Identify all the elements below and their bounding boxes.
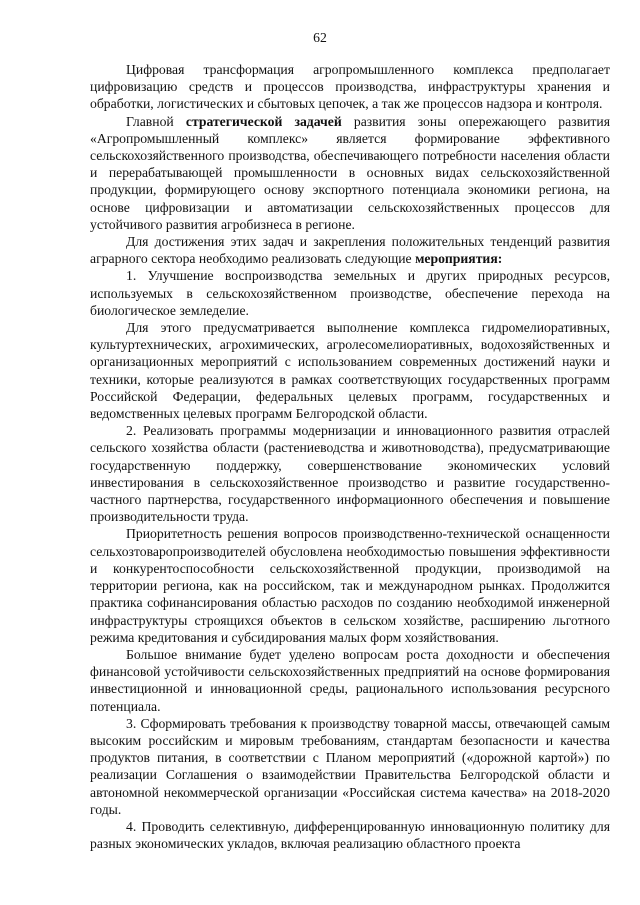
paragraph-financial-stability: Большое внимание будет уделено вопросам роста доходности и обеспечения финансовой устойчивости сельскохозяйственных предприятий на основе формирования инвестиционной и инновационной среды, рационального использования ресурсного потенциала.: [90, 646, 610, 714]
paragraph-item-1-details: Для этого предусматривается выполнение комплекса гидромелиоративных, культуртехнических, агрохимических, агролесомелиоративных, водохозяйственных и организационных мероприятий с использованием современных достижений науки и техники, которые реализуются в рамках соответствующих государственных программ Российской Федерации, федеральных целевых программ, государственных и ведомственных целевых программ Белгородской области.: [90, 320, 610, 422]
paragraph-measures-intro: [90, 233, 614, 267]
paragraph-item-2: 2. Реализовать программы модернизации и инновационного развития отраслей сельского хозяйства области (растениеводства и животноводства), предусматривающие государственную поддержку, совершенствование экономических условий инвестирования в сельскохозяйственное производство и развитие государственно-частного партнерства, государственного информационного обеспечения и повышение производительности труда.: [90, 423, 610, 525]
paragraph-lead-text: Для достижения этих задач и закрепления положительных тенденций развития аграрного сектора необходимо реализовать следующие: [90, 234, 614, 267]
document-body: [90, 61, 614, 852]
paragraph-item-4: 4. Проводить селективную, дифференцированную инновационную политику для разных экономических укладов, включая реализацию областного проекта: [90, 818, 610, 852]
bold-phrase-strategic-task: стратегической задачей: [185, 113, 342, 129]
paragraph-item-1: 1. Улучшение воспроизводства земельных и других природных ресурсов, используемых в сельскохозяйственном производстве, обеспечение перехода на биологическое земледелие.: [90, 268, 610, 318]
page-number: 62: [313, 30, 327, 45]
paragraph-priority: Приоритетность решения вопросов производственно-технической оснащенности сельхозтоваропроизводителей обусловлена необходимостью повышения эффективности и конкурентоспособности сельскохозяйственной продукции, производимой на территории региона, как на российском, так и международном рынках. Продолжится практика софинансирования областью расходов по созданию необходимой инженерной инфраструктуры строящихся объектов в сельском хозяйстве, расширению льготного режима кредитования и субсидирования малых форм хозяйствования.: [90, 526, 610, 645]
paragraph-lead-text: Главной: [126, 113, 186, 129]
paragraph-item-3: 3. Сформировать требования к производству товарной массы, отвечающей самым высоким российским и мировым требованиям, стандартам безопасности и качества продуктов питания, в соответствии с Планом мероприятий («дорожной картой») по реализации Соглашения о взаимодействии Правительства Белгородской области и автономной некоммерческой организации «Российская система качества» на 2018-2020 годы.: [90, 715, 610, 817]
paragraph-digital-transformation: Цифровая трансформация агропромышленного комплекса предполагает цифровизацию средств и процессов производства, инфраструктуры хранения и обработки, логистических и сбытовых цепочек, а так же процессов надзора и контроля.: [90, 62, 610, 112]
paragraph-strategic-task: [90, 113, 614, 233]
paragraph-tail-text: развития зоны опережающего развития «Агропромышленный комплекс» является формирование эффективного сельскохозяйственного производства, обеспечивающего потребности населения области и перерабатывающей промышленности в основных видах сельскохозяйственной продукции, формирующего основу экспортного потенциала экономики региона, на основе цифровизации и автоматизации сельскохозяйственных процессов для устойчивого развития агробизнеса в регионе.: [90, 113, 614, 232]
bold-phrase-measures: мероприятия:: [415, 251, 503, 267]
